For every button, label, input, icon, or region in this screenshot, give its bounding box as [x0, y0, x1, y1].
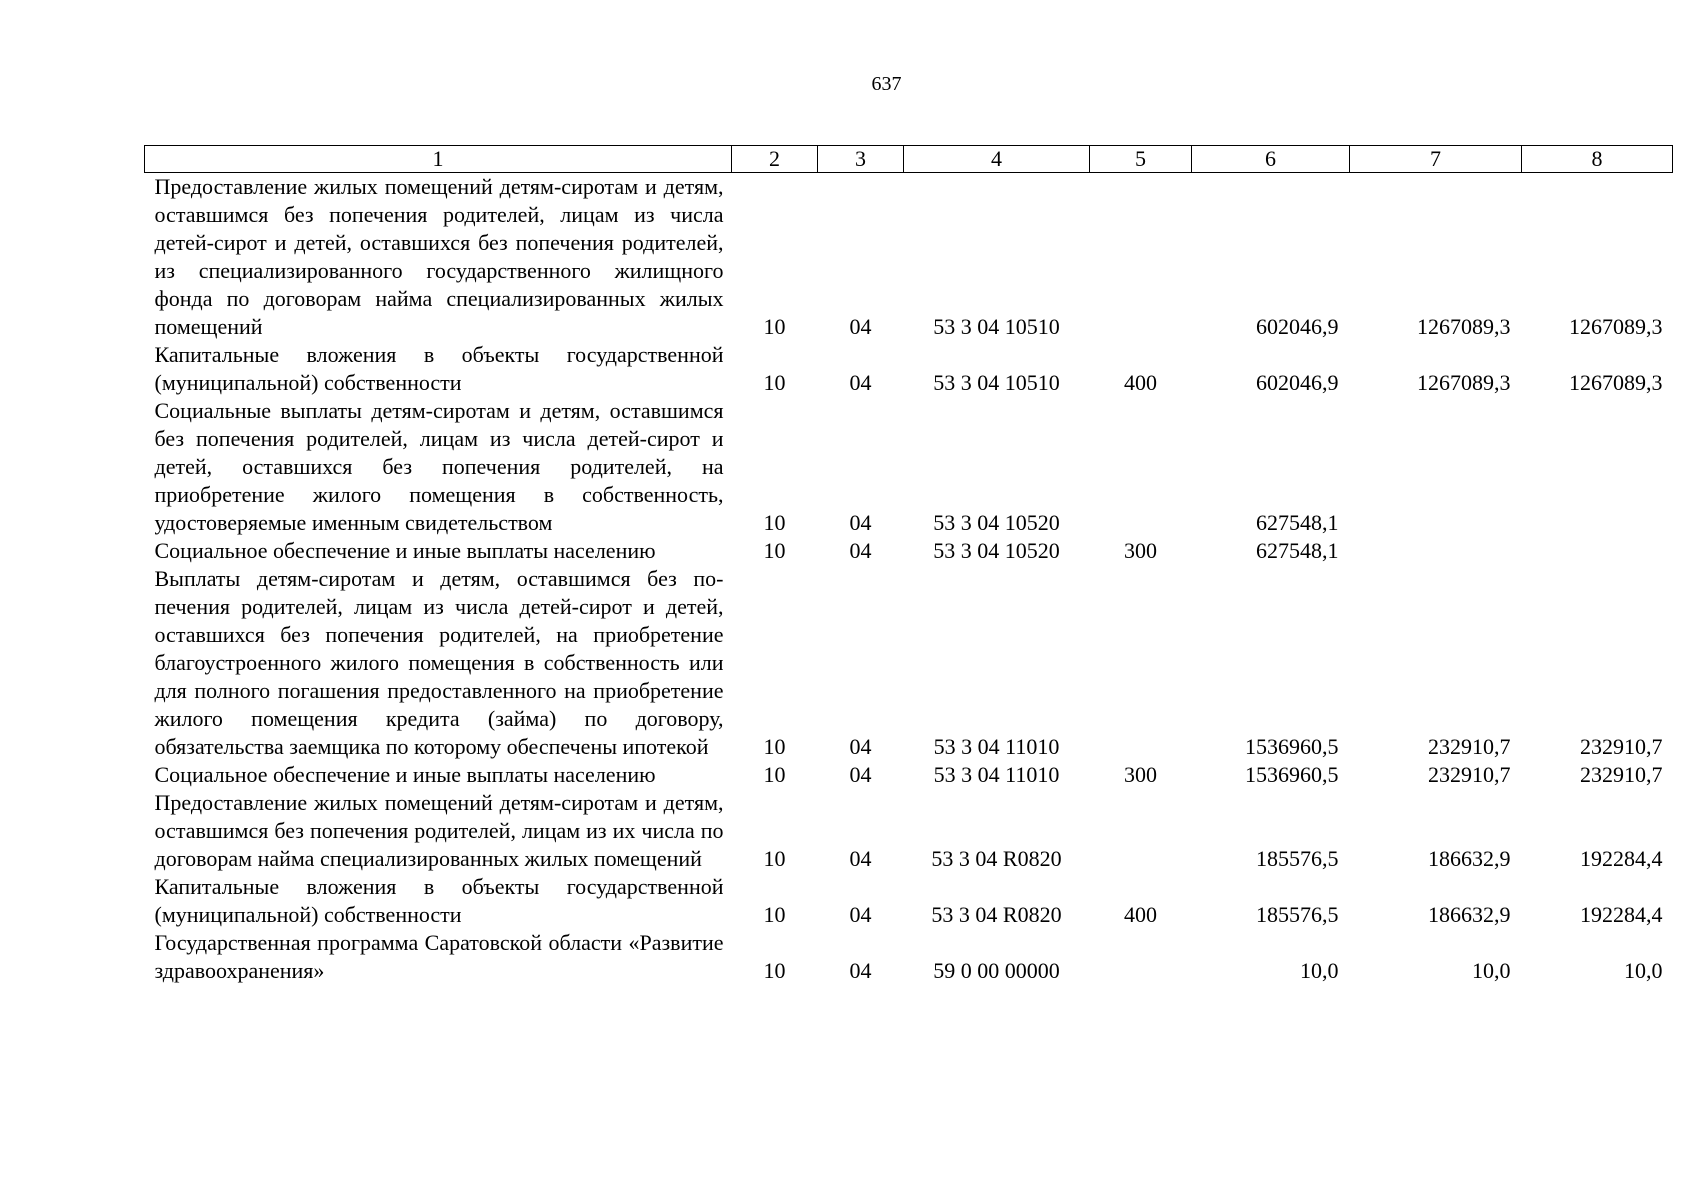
- row-section: 10: [763, 902, 786, 927]
- row-amount-col8: 1267089,3: [1569, 314, 1663, 339]
- row-subsection: 04: [849, 902, 872, 927]
- row-amount-col8: [1522, 397, 1673, 537]
- header-col-5: 5: [1090, 146, 1192, 173]
- table-row: [145, 173, 1673, 342]
- header-col-1: 1: [145, 146, 732, 173]
- row-amount-col6: 627548,1: [1256, 538, 1339, 563]
- row-target-article: 53 3 04 10520: [933, 510, 1060, 535]
- row-expense-type: [1090, 173, 1192, 342]
- row-amount-col7: 1267089,3: [1417, 314, 1511, 339]
- row-expense-type: [1090, 929, 1192, 985]
- row-amount-col6: 627548,1: [1256, 510, 1339, 535]
- row-section: 10: [763, 370, 786, 395]
- row-expense-type: [1090, 397, 1192, 537]
- row-expense-type: 300: [1124, 762, 1157, 787]
- row-amount-col8: 232910,7: [1580, 734, 1663, 759]
- row-target-article: 59 0 00 00000: [933, 958, 1060, 983]
- budget-table: [144, 145, 1673, 985]
- row-amount-col6: 10,0: [1300, 958, 1339, 983]
- row-amount-col7: [1350, 537, 1522, 565]
- row-amount-col8: 10,0: [1624, 958, 1663, 983]
- row-name: Социальное обеспечение и иные выплаты населению: [154, 762, 656, 787]
- row-subsection: 04: [849, 314, 872, 339]
- row-section: 10: [763, 734, 786, 759]
- row-amount-col7: 10,0: [1472, 958, 1511, 983]
- header-col-7: 7: [1350, 146, 1522, 173]
- table-row: [145, 929, 1673, 985]
- row-amount-col6: 1536960,5: [1245, 734, 1339, 759]
- row-subsection: 04: [849, 510, 872, 535]
- table-row: [145, 789, 1673, 873]
- row-section: 10: [763, 846, 786, 871]
- row-section: 10: [763, 762, 786, 787]
- row-expense-type: 400: [1124, 370, 1157, 395]
- row-target-article: 53 3 04 10510: [933, 314, 1060, 339]
- row-amount-col7: 1267089,3: [1417, 370, 1511, 395]
- row-subsection: 04: [849, 846, 872, 871]
- row-amount-col8: 192284,4: [1580, 846, 1663, 871]
- row-expense-type: 300: [1124, 538, 1157, 563]
- table-row: [145, 565, 1673, 761]
- row-amount-col7: 232910,7: [1428, 762, 1511, 787]
- row-subsection: 04: [849, 958, 872, 983]
- row-name: Предоставление жилых помещений детям-сиротам и детям, оставшимся без попечения родителей, лицам из их числа по договорам найма специализированных жилых помещений: [154, 790, 724, 871]
- row-expense-type: [1090, 789, 1192, 873]
- row-amount-col7: [1350, 397, 1522, 537]
- header-col-3: 3: [818, 146, 904, 173]
- table-row: [145, 397, 1673, 537]
- row-target-article: 53 3 04 R0820: [931, 846, 1062, 871]
- row-target-article: 53 3 04 10520: [933, 538, 1060, 563]
- row-subsection: 04: [849, 370, 872, 395]
- table-row: [145, 761, 1673, 789]
- row-subsection: 04: [849, 538, 872, 563]
- page-number: 637: [871, 73, 902, 95]
- row-amount-col8: [1522, 537, 1673, 565]
- header-col-8: 8: [1522, 146, 1673, 173]
- row-amount-col7: 232910,7: [1428, 734, 1511, 759]
- row-section: 10: [763, 958, 786, 983]
- row-expense-type: 400: [1124, 902, 1157, 927]
- row-name: Государственная программа Саратовской области «Развитие здравоохранения»: [154, 930, 724, 983]
- row-amount-col6: 1536960,5: [1245, 762, 1339, 787]
- row-target-article: 53 3 04 10510: [933, 370, 1060, 395]
- row-target-article: 53 3 04 11010: [933, 762, 1060, 787]
- row-expense-type: [1090, 565, 1192, 761]
- table-row: [145, 873, 1673, 929]
- header-col-2: 2: [732, 146, 818, 173]
- row-name: Капитальные вложения в объекты государственной (муниципальной) собственности: [154, 874, 724, 927]
- table-header-row: [145, 146, 1673, 173]
- row-name: Капитальные вложения в объекты государственной (муниципальной) собственности: [154, 342, 724, 395]
- row-amount-col6: 185576,5: [1256, 902, 1339, 927]
- row-subsection: 04: [849, 762, 872, 787]
- header-col-4: 4: [904, 146, 1090, 173]
- row-amount-col7: 186632,9: [1428, 902, 1511, 927]
- row-amount-col7: 186632,9: [1428, 846, 1511, 871]
- row-amount-col6: 602046,9: [1256, 314, 1339, 339]
- table-row: [145, 537, 1673, 565]
- row-section: 10: [763, 538, 786, 563]
- row-amount-col8: 232910,7: [1580, 762, 1663, 787]
- row-section: 10: [763, 510, 786, 535]
- row-amount-col8: 1267089,3: [1569, 370, 1663, 395]
- row-target-article: 53 3 04 R0820: [931, 902, 1062, 927]
- row-section: 10: [763, 314, 786, 339]
- table-row: [145, 341, 1673, 397]
- row-amount-col6: 602046,9: [1256, 370, 1339, 395]
- header-col-6: 6: [1192, 146, 1350, 173]
- row-amount-col8: 192284,4: [1580, 902, 1663, 927]
- row-name: Предоставление жилых помещений детям-сиротам и детям, оставшимся без попечения родителей, лицам из числа детей-сирот и детей, оставшихся без попечения родителей, из специализированного государственного жилищного фонда по договорам найма специализированных жилых помещений: [154, 174, 724, 339]
- row-subsection: 04: [849, 734, 872, 759]
- row-name: Социальное обеспечение и иные выплаты населению: [154, 538, 656, 563]
- row-target-article: 53 3 04 11010: [933, 734, 1060, 759]
- row-amount-col6: 185576,5: [1256, 846, 1339, 871]
- row-name: Социальные выплаты детям-сиротам и детям, оставшимся без попечения родителей, лицам из числа детей-сирот и детей, оставшихся без попечения родителей, на приобретение жилого помещения в собственность, удостоверяемые именным свидетельством: [154, 398, 724, 535]
- row-name: Выплаты детям-сиротам и детям, оставшимся без попечения родителей, лицам из числа детей-сирот и детей, оставшихся без попечения родителей, на приобретение благоустроенного жилого помещения в собственность или для полного погашения предоставленного на приобретение жилого помещения кредита (займа) по договору, обязательства заемщика по которому обеспечены ипотекой: [154, 566, 724, 759]
